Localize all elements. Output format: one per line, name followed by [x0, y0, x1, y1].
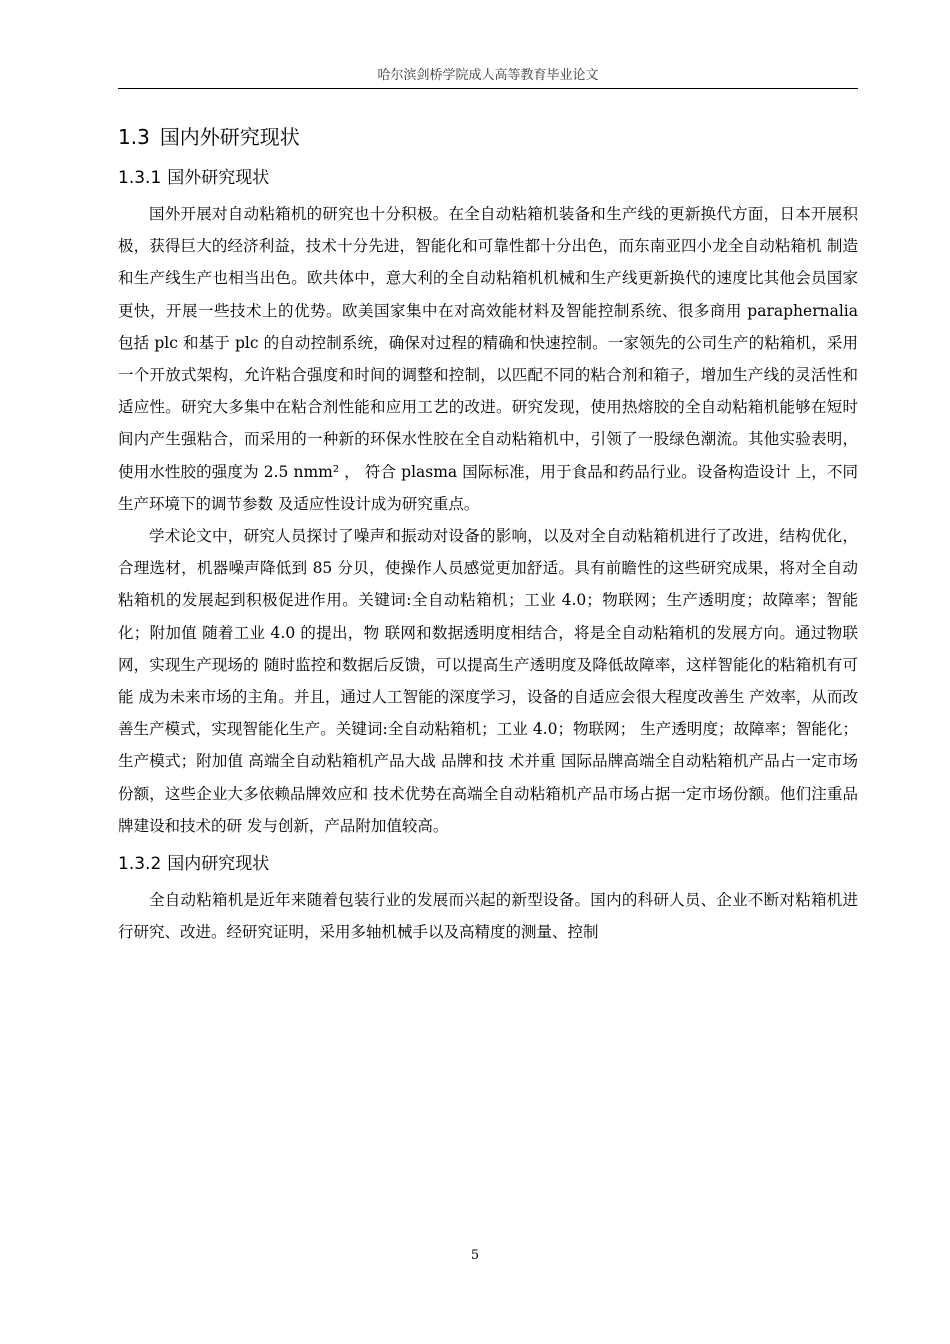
paragraph: 国外开展对自动粘箱机的研究也十分积极。在全自动粘箱机装备和生产线的更新换代方面，日本开展积极，获得巨大的经济利益，技术十分先进，智能化和可靠性都十分出色，而东南亚四小龙全自动粘箱机 制造和生产线生产也相当出色。欧共体中，意大利的全自动粘箱机机械和生产线更新换代的速度比其他会员国家更快，开展一些技术上的优势。欧美国家集中在对高效能材料及智能控制系统、很多商用 paraphernalia 包括 plc 和基于 plc 的自动控制系统，确保对过程的精确和快速控制。一家领先的公司生产的粘箱机，采用一个开放式架构，允许粘合强度和时间的调整和控制，以匹配不同的粘合剂和箱子，增加生产线的灵活性和适应性。研究大多集中在粘合剂性能和应用工艺的改进。研究发现，使用热熔胶的全自动粘箱机能够在短时间内产生强粘合，而采用的一种新的环保水性胶在全自动粘箱机中，引领了一股绿色潮流。其他实验表明，使用水性胶的强度为 2.5 nmm² ， 符合 plasma 国际标准，用于食品和药品行业。设备构造设计 上，不同生产环境下的调节参数 及适应性设计成为研究重点。	[118, 205, 858, 513]
section-title: 国内外研究现状	[159, 125, 300, 149]
page-number: 5	[470, 1248, 480, 1263]
subsection-title: 国内研究现状	[167, 854, 270, 875]
paragraph: 全自动粘箱机是近年来随着包装行业的发展而兴起的新型设备。国内的科研人员、企业不断对粘箱机进行研究、改进。经研究证明，采用多轴机械手以及高精度的测量、控制	[118, 891, 858, 942]
header-rule	[118, 88, 858, 89]
subsection-heading-foreign	[118, 162, 858, 194]
section-heading	[118, 120, 858, 154]
running-header: 哈尔滨剑桥学院成人高等教育毕业论文	[377, 68, 599, 83]
page-content	[118, 120, 858, 948]
subsection-number: 1.3.2	[118, 854, 162, 875]
subsection-title: 国外研究现状	[167, 168, 270, 188]
paragraph: 学术论文中，研究人员探讨了噪声和振动对设备的影响，以及对全自动粘箱机进行了改进，结构优化，合理选材，机器噪声降低到 85 分贝，使操作人员感觉更加舒适。具有前瞻性的这些研究成果，将对全自动粘箱机的发展起到积极促进作用。关键词:全自动粘箱机；工业 4.0；物联网；生产透明度；故障率；智能化；附加值 随着工业 4.0 的提出，物 联网和数据透明度相结合，将是全自动粘箱机的发展方向。通过物联网，实现生产现场的 随时监控和数据后反馈，可以提高生产透明度及降低故障率，这样智能化的粘箱机有可能 成为未来市场的主角。并且，通过人工智能的深度学习，设备的自适应会很大程度改善生 产效率，从而改善生产模式，实现智能化生产。关键词:全自动粘箱机；工业 4.0；物联网； 生产透明度；故障率；智能化；生产模式；附加值 高端全自动粘箱机产品大战 品牌和技 术并重 国际品牌高端全自动粘箱机产品占一定市场份额，这些企业大多依赖品牌效应和 技术优势在高端全自动粘箱机产品市场占据一定市场份额。他们注重品牌建设和技术的研 发与创新，产品附加值较高。	[118, 527, 858, 835]
subsection-heading-domestic	[118, 848, 858, 880]
section-number: 1.3	[118, 125, 150, 149]
subsection-number: 1.3.1	[118, 168, 162, 188]
